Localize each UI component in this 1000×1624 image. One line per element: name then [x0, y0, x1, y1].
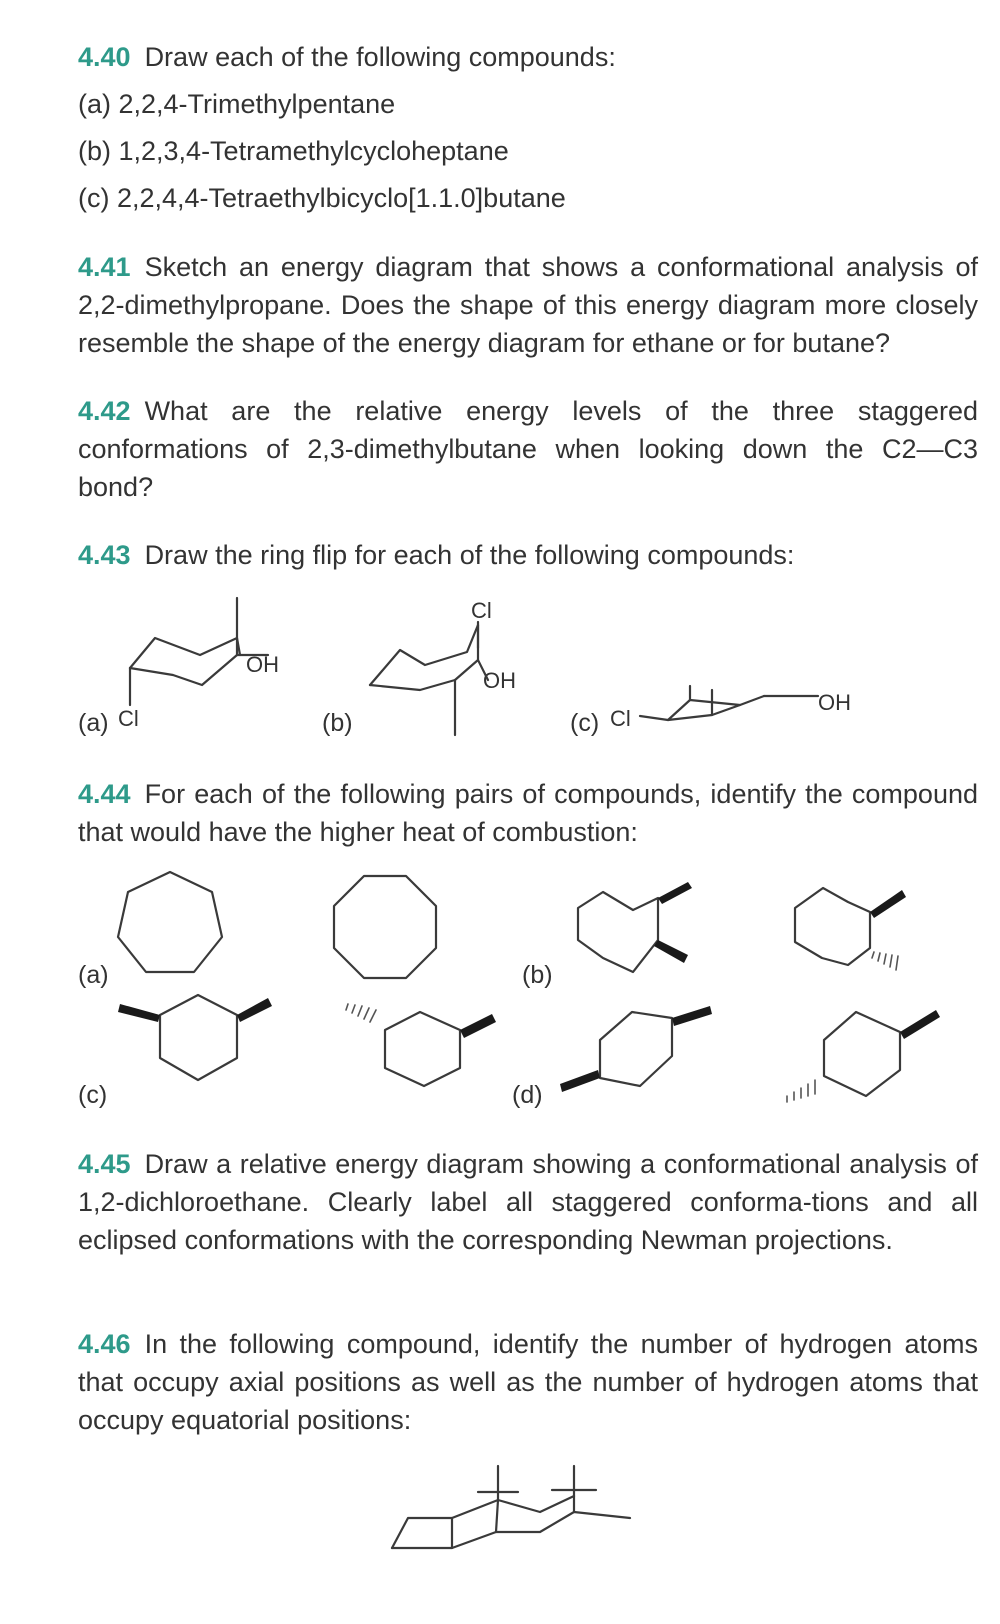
cyclooctane-ring [334, 876, 436, 978]
problem-text: For each of the following pairs of compounds, identify the compound that would have the higher heat of combustion: [78, 779, 978, 847]
problem-text: Sketch an energy diagram that shows a conformational analysis of 2,2-dimethylpropane. Does the shape of this energy diagram more closely resemble the shape of the energy diagram for ethane or for butane? [78, 252, 978, 358]
dimethylcyclohexane-b2 [795, 888, 906, 970]
problem-number: 4.41 [78, 252, 131, 282]
dimethylcyclohexane-d2 [787, 1010, 940, 1102]
problem-number: 4.46 [78, 1329, 131, 1359]
problem-text: Draw each of the following compounds: [144, 42, 616, 72]
item-b: (b) 1,2,3,4-Tetramethylcycloheptane [78, 136, 509, 166]
atom-oh: OH [818, 690, 851, 715]
item-c: (c) 2,2,4,4-Tetraethylbicyclo[1.1.0]butane [78, 183, 566, 213]
label-b: (b) [522, 961, 553, 989]
decalin-structure-4-46 [392, 1466, 630, 1548]
problem-text: In the following compound, identify the number of hydrogen atoms that occupy axial positions as well as the number of hydrogen atoms that occupy equatorial positions: [78, 1329, 978, 1435]
dimethylcyclohexane-c2 [346, 1004, 496, 1086]
problem-text: Draw a relative energy diagram showing a conformational analysis of 1,2-dichloroethane. Clearly label all staggered conforma-tions and all eclipsed conformations with the corresponding Newman projections. [78, 1149, 978, 1255]
atom-cl: Cl [610, 706, 631, 731]
dimethylcyclohexane-d1 [560, 1006, 712, 1092]
atom-cl: Cl [471, 598, 492, 623]
label-c: (c) [78, 1081, 108, 1109]
atom-oh: OH [246, 652, 279, 677]
problem-number: 4.40 [78, 42, 131, 72]
dimethylcyclohexane-b1 [578, 882, 692, 972]
problem-text: Draw the ring flip for each of the following compounds: [144, 540, 795, 570]
item-a: (a) 2,2,4-Trimethylpentane [78, 89, 396, 119]
cycloheptane-ring [118, 872, 222, 972]
chair-4-43a [130, 598, 268, 705]
problem-number: 4.43 [78, 540, 131, 570]
atom-cl: Cl [118, 706, 139, 731]
label-a: (a) [78, 961, 109, 989]
problem-number: 4.44 [78, 779, 131, 809]
chair-4-43c [640, 686, 818, 720]
chair-4-43b [370, 622, 488, 735]
problem-text: What are the relative energy levels of the three staggered conformations of 2,3-dimethylbutane when looking down the C2—C3 bond? [78, 396, 978, 502]
atom-oh: OH [483, 668, 516, 693]
label-a: (a) [78, 709, 109, 737]
label-b: (b) [322, 709, 353, 737]
problem-number: 4.45 [78, 1149, 131, 1179]
dimethylcyclohexane-c1 [118, 995, 272, 1080]
label-d: (d) [512, 1081, 543, 1109]
label-c: (c) [570, 709, 600, 737]
problem-number: 4.42 [78, 396, 131, 426]
